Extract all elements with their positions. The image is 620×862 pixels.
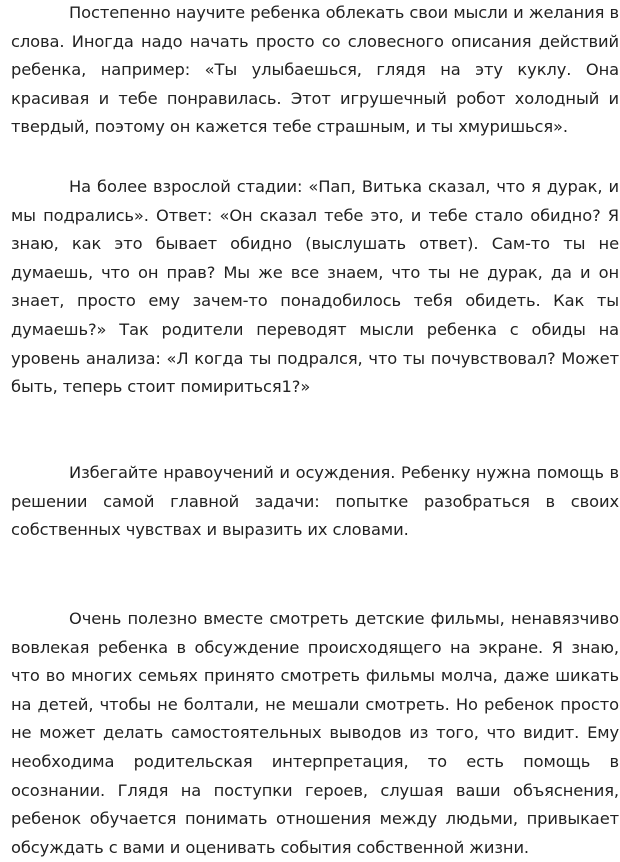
paragraph-older-stage-dialogue: На более взрослой стадии: «Пап, Витька сказал, что я дурак, и мы подрались». Ответ: «Он сказал тебе это, и тебе стало обидно? Я знаю, как это бывает обидно (выслушать ответ). Сам-то ты не думаешь, что он прав? Мы же все знаем, что ты не дурак, да и он знает, просто ему зачем-то понадобилось тебя обидеть. Как ты думаешь?» Так родители переводят мысли ребенка с обиды на уровень анализа: «Л когда ты подрался, что ты почувствовал? Может быть, теперь стоит помириться1?»: [11, 177, 619, 397]
paragraph-describe-feelings: Постепенно научите ребенка облекать свои мысли и желания в слова. Иногда надо начать просто со словесного описания действий ребенка, например: «Ты улыбаешься, глядя на эту куклу. Она красивая и тебе понравилась. Этот игрушечный робот холодный и твердый, поэтому он кажется тебе страшным, и ты хмуришься».: [11, 3, 619, 137]
paragraph-watching-films: Очень полезно вместе смотреть детские фильмы, ненавязчиво вовлекая ребенка в обсуждение происходящего на экране. Я знаю, что во многих семьях принято смотреть фильмы молча, даже шикать на детей, чтобы не болтали, не мешали смотреть. Но ребенок просто не может делать самостоятельных выводов из того, что видит. Ему необходима родительская интерпретация, то есть помощь в осознании. Глядя на поступки героев, слушая ваши объяснения, ребенок обучается понимать отношения между людьми, привыкает обсуждать с вами и оценивать события собственной жизни.: [11, 609, 619, 857]
paragraph-avoid-moralizing: Избегайте нравоучений и осуждения. Ребенку нужна помощь в решении самой главной задачи: попытке разобраться в своих собственных чувствах и выразить их словами.: [11, 463, 619, 540]
